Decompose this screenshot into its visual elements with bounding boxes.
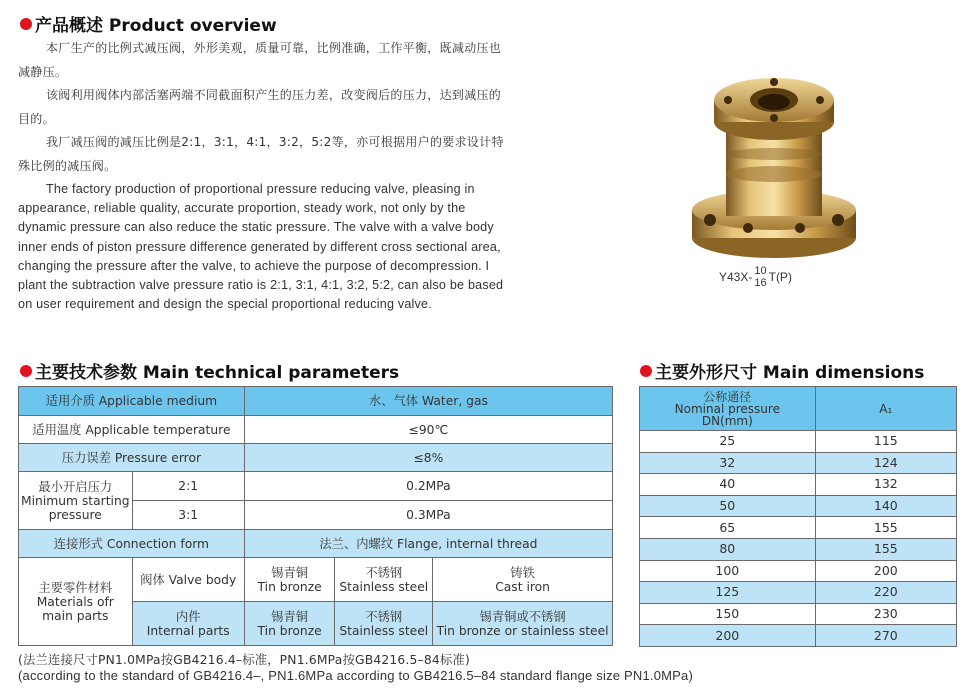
dims-table [639, 386, 957, 647]
ratio-label: 2:1 [132, 472, 244, 501]
a1-cell: 230 [815, 603, 956, 625]
overview-paragraph-2: 该阀利用阀体内部活塞两端不同截面积产生的压力差，改变阀后的压力，达到减压的目的。 [18, 88, 502, 126]
param-value: ≤8% [244, 444, 612, 472]
table-row [640, 431, 957, 453]
table-row [19, 387, 613, 416]
overview-title: 产品概述 Product overview [20, 11, 277, 36]
table-row [19, 530, 613, 558]
dn-cell: 40 [640, 474, 816, 496]
standard-note-zh: (法兰连接尺寸PN1.0MPa按GB4216.4–标准，PN1.6MPa按GB4216.5–84标准) [18, 653, 470, 667]
dn-cell: 125 [640, 582, 816, 604]
material-cell: 铸铁 Cast iron [433, 558, 613, 602]
table-row [640, 538, 957, 560]
a1-cell: 140 [815, 495, 956, 517]
params-title: 主要技术参数 Main technical parameters [20, 358, 399, 383]
table-header-row [640, 387, 957, 431]
table-row [640, 495, 957, 517]
a1-cell: 200 [815, 560, 956, 582]
table-row [19, 472, 613, 501]
bullet-icon [640, 365, 652, 377]
dn-cell: 150 [640, 603, 816, 625]
param-value: ≤90℃ [244, 416, 612, 444]
param-value: 水、气体 Water, gas [244, 387, 612, 416]
dn-cell: 32 [640, 452, 816, 474]
a1-cell: 155 [815, 517, 956, 539]
material-cell: 锡青铜 Tin bronze [244, 558, 335, 602]
a1-cell: 155 [815, 538, 956, 560]
overview-paragraph-1: 本厂生产的比例式减压阀，外形美观，质量可靠，比例准确，工作平衡，既减动压也减静压。 [18, 41, 502, 79]
dn-cell: 50 [640, 495, 816, 517]
table-row [640, 582, 957, 604]
model-caption: Y43X- 10 16 T(P) [719, 265, 792, 289]
param-value: 0.3MPa [244, 501, 612, 530]
dn-cell: 25 [640, 431, 816, 453]
material-cell: 不锈钢 Stainless steel [335, 602, 433, 646]
table-row [640, 517, 957, 539]
param-label: 压力误差 Pressure error [19, 444, 245, 472]
material-cell: 锡青铜 Tin bronze [244, 602, 335, 646]
valve-image [688, 70, 860, 260]
part-label: 阀体 Valve body [132, 558, 244, 602]
table-row [19, 416, 613, 444]
model-fraction: 10 16 [754, 265, 767, 289]
param-value: 0.2MPa [244, 472, 612, 501]
overview-paragraph-3: 我厂减压阀的减压比例是2:1，3:1，4:1，3:2，5:2等，亦可根据用户的要求设计特殊比例的减压阀。 [18, 135, 504, 173]
material-cell: 锡青铜或不锈钢 Tin bronze or stainless steel [433, 602, 613, 646]
table-row [640, 625, 957, 647]
param-value: 法兰、内螺纹 Flange, internal thread [244, 530, 612, 558]
a1-header: A₁ [815, 387, 956, 431]
table-row [640, 474, 957, 496]
dn-cell: 65 [640, 517, 816, 539]
bullet-icon [20, 18, 32, 30]
a1-cell: 270 [815, 625, 956, 647]
table-row [19, 444, 613, 472]
params-table [18, 386, 613, 646]
part-label: 内件 Internal parts [132, 602, 244, 646]
dn-header: 公称通径 Nominal pressure DN(mm) [640, 387, 816, 431]
table-row [19, 558, 613, 602]
dn-cell: 80 [640, 538, 816, 560]
param-label: 适用温度 Applicable temperature [19, 416, 245, 444]
overview-paragraph-english: The factory production of proportional pressure reducing valve, pleasing in appearance, reliable quality, accurate proportion, steady work, not only by the dynamic pressure can also reduce the static pressure. The valve with a valve body inner ends of piston pressure difference generated by different cross sectional area, changing the pressure after the valve, to achieve the purpose of decompression. I plant the subtraction valve pressure ratio is 2:1, 3:1, 4:1, 3:2, 5:2, can also be based on user requirement and design the special proportional reducing valve. [18, 182, 504, 312]
param-label: 主要零件材料 Materials ofr main parts [19, 558, 133, 646]
ratio-label: 3:1 [132, 501, 244, 530]
a1-cell: 124 [815, 452, 956, 474]
standard-note-en: (according to the standard of GB4216.4–, PN1.6MPa according to GB4216.5–84 standard flange size PN1.0MPa) [18, 668, 694, 683]
table-row [640, 603, 957, 625]
table-row [640, 452, 957, 474]
param-label: 适用介质 Applicable medium [19, 387, 245, 416]
param-label: 最小开启压力 Minimum starting pressure [19, 472, 133, 530]
dn-cell: 100 [640, 560, 816, 582]
bullet-icon [20, 365, 32, 377]
a1-cell: 115 [815, 431, 956, 453]
a1-cell: 132 [815, 474, 956, 496]
material-cell: 不锈钢 Stainless steel [335, 558, 433, 602]
a1-cell: 220 [815, 582, 956, 604]
param-label: 连接形式 Connection form [19, 530, 245, 558]
table-row [640, 560, 957, 582]
dims-title: 主要外形尺寸 Main dimensions [640, 358, 924, 383]
dn-cell: 200 [640, 625, 816, 647]
